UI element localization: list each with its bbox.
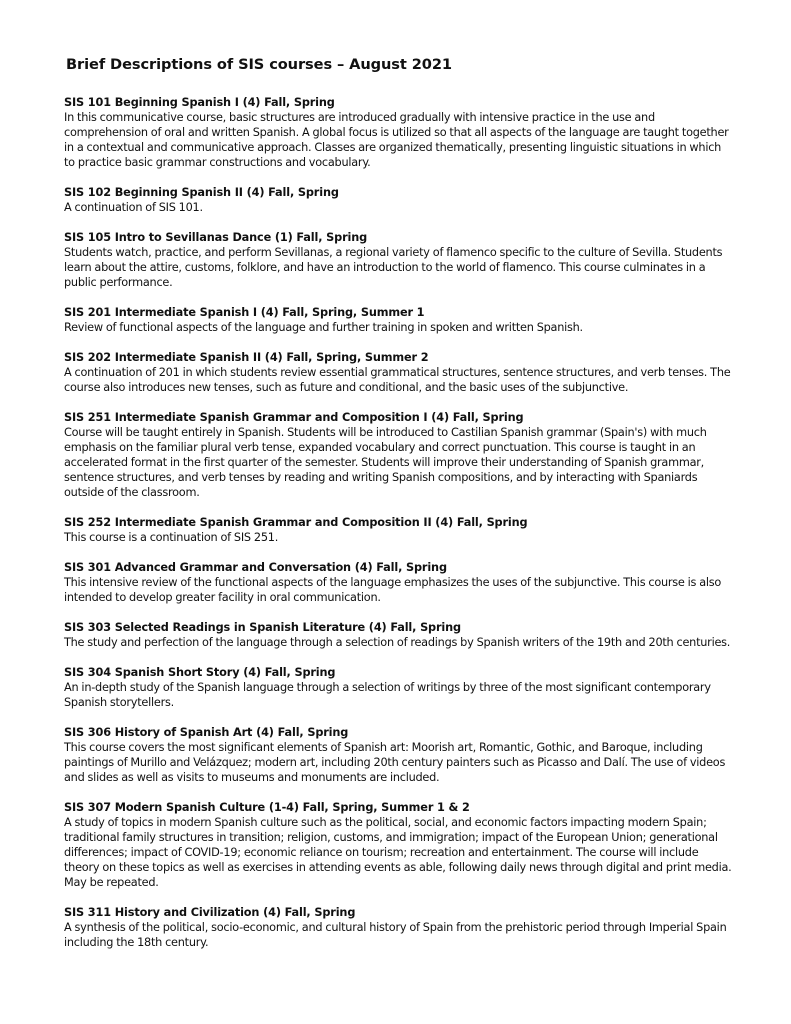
course-heading: SIS 306 History of Spanish Art (4) Fall, Spring bbox=[64, 726, 349, 739]
course-entry bbox=[64, 410, 734, 500]
course-description: A continuation of SIS 101. bbox=[64, 201, 203, 214]
course-description: A synthesis of the political, socio-economic, and cultural history of Spain from the prehistoric period through Imperial Spain including the 18th century. bbox=[64, 921, 727, 949]
document-page bbox=[64, 56, 734, 965]
course-entry bbox=[64, 665, 734, 710]
course-heading: SIS 311 History and Civilization (4) Fall, Spring bbox=[64, 906, 356, 919]
course-description: Course will be taught entirely in Spanish. Students will be introduced to Castilian Spanish grammar (Spain's) with much emphasis on the familiar plural verb tense, expanded vocabulary and correct punctuation. This course is taught in an accelerated format in the first quarter of the semester. Students will improve their understanding of Spanish grammar, sentence structures, and verb tenses by reading and writing Spanish compositions, and by interacting with Spaniards outside of the classroom. bbox=[64, 426, 707, 499]
course-entry bbox=[64, 230, 734, 290]
course-heading: SIS 304 Spanish Short Story (4) Fall, Spring bbox=[64, 666, 336, 679]
course-entry bbox=[64, 185, 734, 215]
course-description: Students watch, practice, and perform Sevillanas, a regional variety of flamenco specific to the culture of Sevilla. Students learn about the attire, customs, folklore, and have an introduction to the world of flamenco. This course culminates in a public performance. bbox=[64, 246, 723, 289]
course-heading: SIS 303 Selected Readings in Spanish Literature (4) Fall, Spring bbox=[64, 621, 461, 634]
course-heading: SIS 301 Advanced Grammar and Conversation (4) Fall, Spring bbox=[64, 561, 447, 574]
course-description: A continuation of 201 in which students review essential grammatical structures, sentence structures, and verb tenses. The course also introduces new tenses, such as future and conditional, and the basic uses of the subjunctive. bbox=[64, 366, 731, 394]
course-entry bbox=[64, 725, 734, 785]
course-description: This course covers the most significant elements of Spanish art: Moorish art, Romantic, Gothic, and Baroque, including paintings of Murillo and Velázquez; modern art, including 20th century painters such as Picasso and Dalí. The use of videos and slides as well as visits to museums and monuments are included. bbox=[64, 741, 726, 784]
course-heading: SIS 307 Modern Spanish Culture (1-4) Fall, Spring, Summer 1 & 2 bbox=[64, 801, 470, 814]
course-entry bbox=[64, 305, 734, 335]
course-description: An in-depth study of the Spanish language through a selection of writings by three of the most significant contemporary Spanish storytellers. bbox=[64, 681, 711, 709]
course-entry bbox=[64, 620, 734, 650]
course-heading: SIS 251 Intermediate Spanish Grammar and Composition I (4) Fall, Spring bbox=[64, 411, 524, 424]
course-description: Review of functional aspects of the language and further training in spoken and written Spanish. bbox=[64, 321, 583, 334]
course-entry bbox=[64, 350, 734, 395]
course-heading: SIS 105 Intro to Sevillanas Dance (1) Fall, Spring bbox=[64, 231, 368, 244]
course-description: A study of topics in modern Spanish culture such as the political, social, and economic factors impacting modern Spain; traditional family structures in transition; religion, customs, and immigration; impact of the European Union; generational differences; impact of COVID-19; economic reliance on tourism; recreation and entertainment. The course will include theory on these topics as well as exercises in attending events as able, following daily news through digital and print media. May be repeated. bbox=[64, 816, 732, 889]
course-description: This intensive review of the functional aspects of the language emphasizes the uses of the subjunctive. This course is also intended to develop greater facility in oral communication. bbox=[64, 576, 722, 604]
document-title: Brief Descriptions of SIS courses – August 2021 bbox=[66, 56, 452, 73]
course-entry bbox=[64, 800, 734, 890]
course-entry bbox=[64, 905, 734, 950]
course-heading: SIS 252 Intermediate Spanish Grammar and Composition II (4) Fall, Spring bbox=[64, 516, 528, 529]
course-entry bbox=[64, 95, 734, 170]
course-description: In this communicative course, basic structures are introduced gradually with intensive practice in the use and comprehension of oral and written Spanish. A global focus is utilized so that all aspects of the language are taught together in a contextual and communicative approach. Classes are organized thematically, presenting linguistic situations in which to practice basic grammar constructions and vocabulary. bbox=[64, 111, 729, 169]
course-description: This course is a continuation of SIS 251. bbox=[64, 531, 279, 544]
course-heading: SIS 202 Intermediate Spanish II (4) Fall, Spring, Summer 2 bbox=[64, 351, 429, 364]
course-heading: SIS 102 Beginning Spanish II (4) Fall, Spring bbox=[64, 186, 339, 199]
course-heading: SIS 101 Beginning Spanish I (4) Fall, Spring bbox=[64, 96, 335, 109]
course-entry bbox=[64, 515, 734, 545]
course-heading: SIS 201 Intermediate Spanish I (4) Fall, Spring, Summer 1 bbox=[64, 306, 425, 319]
course-description: The study and perfection of the language through a selection of readings by Spanish writers of the 19th and 20th centuries. bbox=[64, 636, 731, 649]
course-entry bbox=[64, 560, 734, 605]
